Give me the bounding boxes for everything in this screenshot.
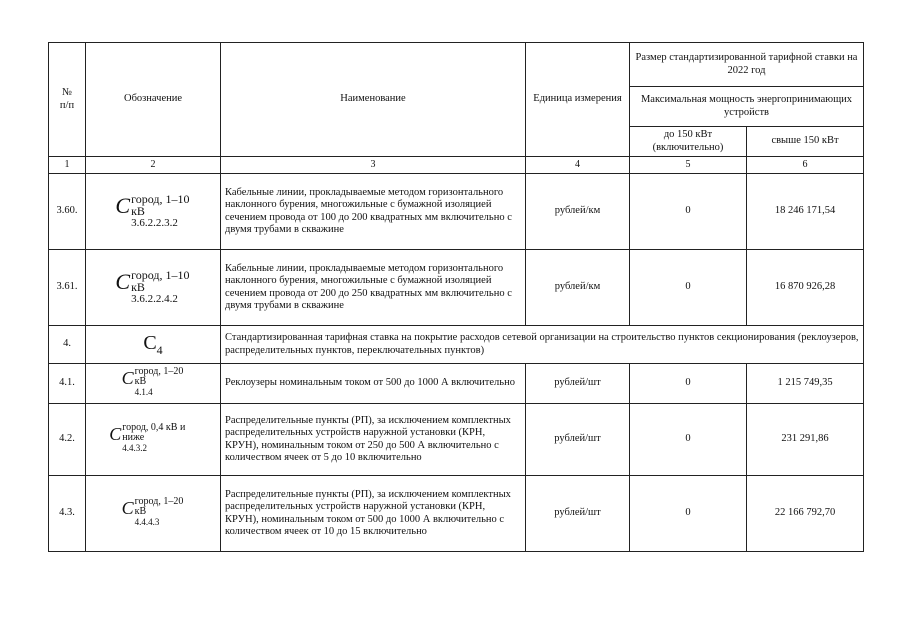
table-row	[49, 404, 864, 476]
column-numbers-row	[49, 157, 864, 174]
row-unit: рублей/км	[526, 250, 630, 326]
tariff-table	[48, 42, 864, 552]
col-number: 2	[86, 157, 221, 174]
row-unit: рублей/шт	[526, 476, 630, 552]
row-value-6: 16 870 926,28	[747, 250, 864, 326]
header-col6: свыше 150 кВт	[747, 127, 864, 157]
table-row	[49, 476, 864, 552]
header-name: Наименование	[221, 43, 526, 157]
row-num: 4.3.	[49, 476, 86, 552]
row-value-6: 1 215 749,35	[747, 364, 864, 404]
row-name: Реклоузеры номинальным током от 500 до 1000 А включительно	[221, 364, 526, 404]
row-value-5: 0	[630, 250, 747, 326]
table-row	[49, 326, 864, 364]
row-value-6: 18 246 171,54	[747, 174, 864, 250]
header-rate-group: Размер стандартизированной тарифной ставки на 2022 год	[630, 43, 864, 87]
row-designation	[86, 404, 221, 476]
row-value-6: 22 166 792,70	[747, 476, 864, 552]
table-row	[49, 174, 864, 250]
table-row	[49, 250, 864, 326]
row-name: Стандартизированная тарифная ставка на покрытие расходов сетевой организации на строительство пунктов секционирования (реклоузеров, распределительных пунктов, переключательных пунктов)	[221, 326, 864, 364]
header-power-group: Максимальная мощность энергопринимающих устройств	[630, 87, 864, 127]
designation-symbol: $C_4$	[143, 332, 163, 358]
header-col5: до 150 кВт (включительно)	[630, 127, 747, 157]
row-value-5: 0	[630, 476, 747, 552]
row-num: 3.60.	[49, 174, 86, 250]
row-designation	[86, 326, 221, 364]
col-number: 3	[221, 157, 526, 174]
designation-symbol: C город, 1–20 кВ 4.4.4.3	[121, 496, 184, 528]
row-num: 4.	[49, 326, 86, 364]
row-designation	[86, 250, 221, 326]
row-num: 3.61.	[49, 250, 86, 326]
designation-symbol: C город, 1–20 кВ 4.1.4	[121, 366, 184, 398]
header-unit: Единица измерения	[526, 43, 630, 157]
row-unit: рублей/км	[526, 174, 630, 250]
row-unit: рублей/шт	[526, 364, 630, 404]
row-num: 4.1.	[49, 364, 86, 404]
row-value-6: 231 291,86	[747, 404, 864, 476]
designation-symbol: C город, 1–10 кВ 3.6.2.2.4.2	[115, 267, 190, 305]
row-designation	[86, 174, 221, 250]
col-number: 6	[747, 157, 864, 174]
row-num: 4.2.	[49, 404, 86, 476]
table-row	[49, 364, 864, 404]
row-value-5: 0	[630, 404, 747, 476]
designation-symbol: C город, 1–10 кВ 3.6.2.2.3.2	[115, 191, 190, 229]
row-designation	[86, 476, 221, 552]
header-num: № п/п	[49, 43, 86, 157]
header-designation: Обозначение	[86, 43, 221, 157]
row-name: Распределительные пункты (РП), за исключением комплектных распределительных устройств наружной установки (КРН, КРУН), номинальным током от 250 до 500 А включительно с количеством ячеек от 5 до 10 включительно	[221, 404, 526, 476]
designation-symbol: C город, 0,4 кВ и ниже 4.4.3.2	[109, 422, 186, 454]
col-number: 4	[526, 157, 630, 174]
col-number: 1	[49, 157, 86, 174]
col-number: 5	[630, 157, 747, 174]
row-name: Кабельные линии, прокладываемые методом горизонтального наклонного бурения, многожильные с бумажной изоляцией сечением провода от 100 до 200 квадратных мм включительно с двумя трубами в скважине	[221, 174, 526, 250]
row-value-5: 0	[630, 174, 747, 250]
row-unit: рублей/шт	[526, 404, 630, 476]
row-value-5: 0	[630, 364, 747, 404]
row-name: Кабельные линии, прокладываемые методом горизонтального наклонного бурения, многожильные с бумажной изоляцией сечением провода от 200 до 250 квадратных мм включительно с двумя трубами в скважине	[221, 250, 526, 326]
row-designation	[86, 364, 221, 404]
row-name: Распределительные пункты (РП), за исключением комплектных распределительных устройств наружной установки (КРН, КРУН), номинальным током от 500 до 1000 А включительно с количеством ячеек от 10 до 15 включительно	[221, 476, 526, 552]
